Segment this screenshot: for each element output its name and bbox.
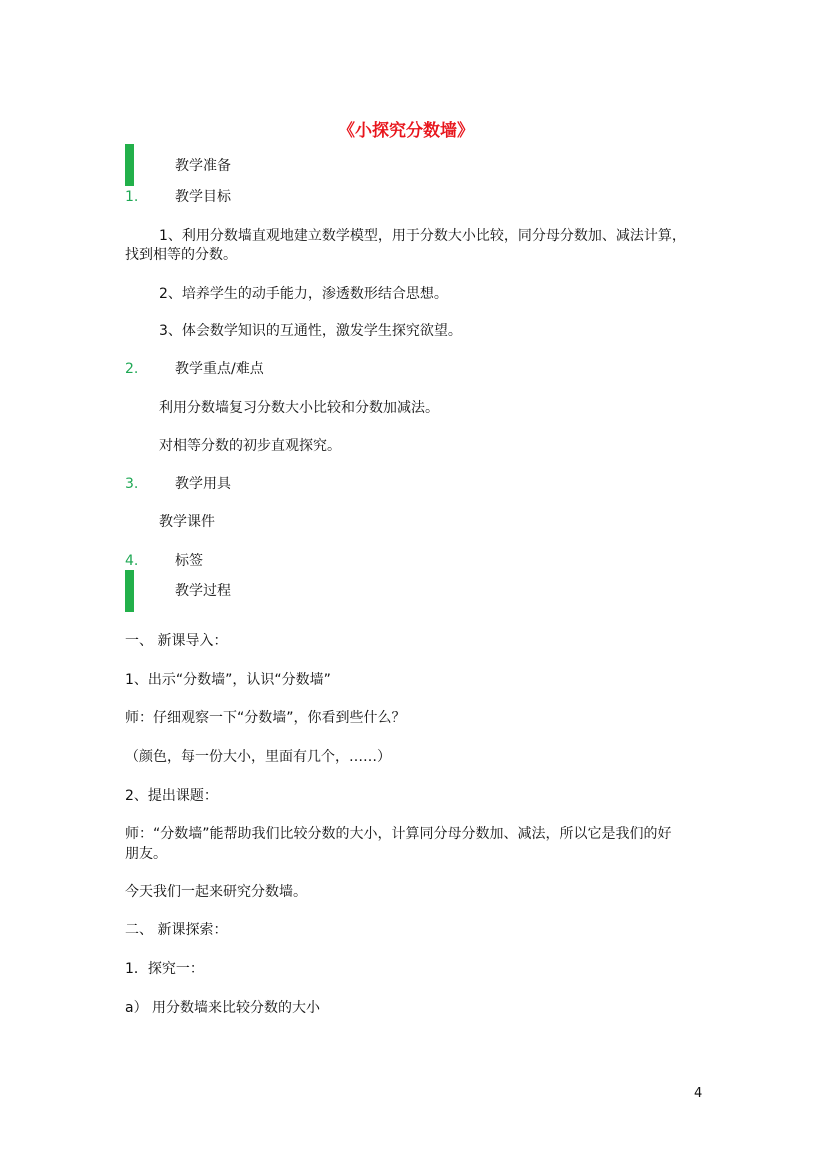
key-point-1: 利用分数墙复习分数大小比较和分数加减法。 <box>159 400 439 416</box>
goal-1-line-1: 1、利用分数墙直观地建立数学模型，用于分数大小比较，同分母分数加、减法计算， <box>159 228 686 244</box>
tools-item: 教学课件 <box>159 514 215 530</box>
section-number-tags: 4. <box>125 553 139 569</box>
body-paragraph-9: 1．探究一： <box>125 961 204 977</box>
body-paragraph-10: a） 用分数墙来比较分数的大小 <box>125 1000 321 1016</box>
section-number-goals: 1. <box>125 189 139 205</box>
body-paragraph-6-line-1: 师：“分数墙”能帮助我们比较分数的大小，计算同分母分数加、减法，所以它是我们的好 <box>125 826 672 842</box>
body-paragraph-4: （颜色，每一份大小，里面有几个，……） <box>125 749 391 765</box>
goal-3: 3、体会数学知识的互通性，激发学生探究欲望。 <box>159 323 462 339</box>
section-number-key: 2. <box>125 361 139 377</box>
section-heading-tools: 教学用具 <box>175 476 231 492</box>
section-heading-goals: 教学目标 <box>175 189 231 205</box>
body-paragraph-6-line-2: 朋友。 <box>125 846 167 862</box>
body-paragraph-7: 今天我们一起来研究分数墙。 <box>125 884 307 900</box>
section-heading-tags: 标签 <box>175 553 203 569</box>
section-number-tools: 3. <box>125 476 139 492</box>
key-point-2: 对相等分数的初步直观探究。 <box>159 438 341 454</box>
body-paragraph-3: 师：仔细观察一下“分数墙”，你看到些什么？ <box>125 710 406 726</box>
goal-1-line-2: 找到相等的分数。 <box>125 247 237 263</box>
body-paragraph-2: 1、出示“分数墙”，认识“分数墙” <box>125 672 331 688</box>
document-title: 《小探究分数墙》 <box>338 121 474 141</box>
section-heading-prep: 教学准备 <box>175 158 231 174</box>
section-bar-prep <box>125 144 134 186</box>
body-paragraph-5: 2、提出课题： <box>125 788 218 804</box>
section-heading-process: 教学过程 <box>175 583 231 599</box>
section-heading-key: 教学重点/难点 <box>175 361 264 377</box>
body-paragraph-1: 一、 新课导入： <box>125 633 228 649</box>
page-number: 4 <box>694 1086 703 1101</box>
section-bar-process <box>125 570 134 612</box>
body-paragraph-8: 二、 新课探索： <box>125 922 228 938</box>
goal-2: 2、培养学生的动手能力，渗透数形结合思想。 <box>159 286 448 302</box>
